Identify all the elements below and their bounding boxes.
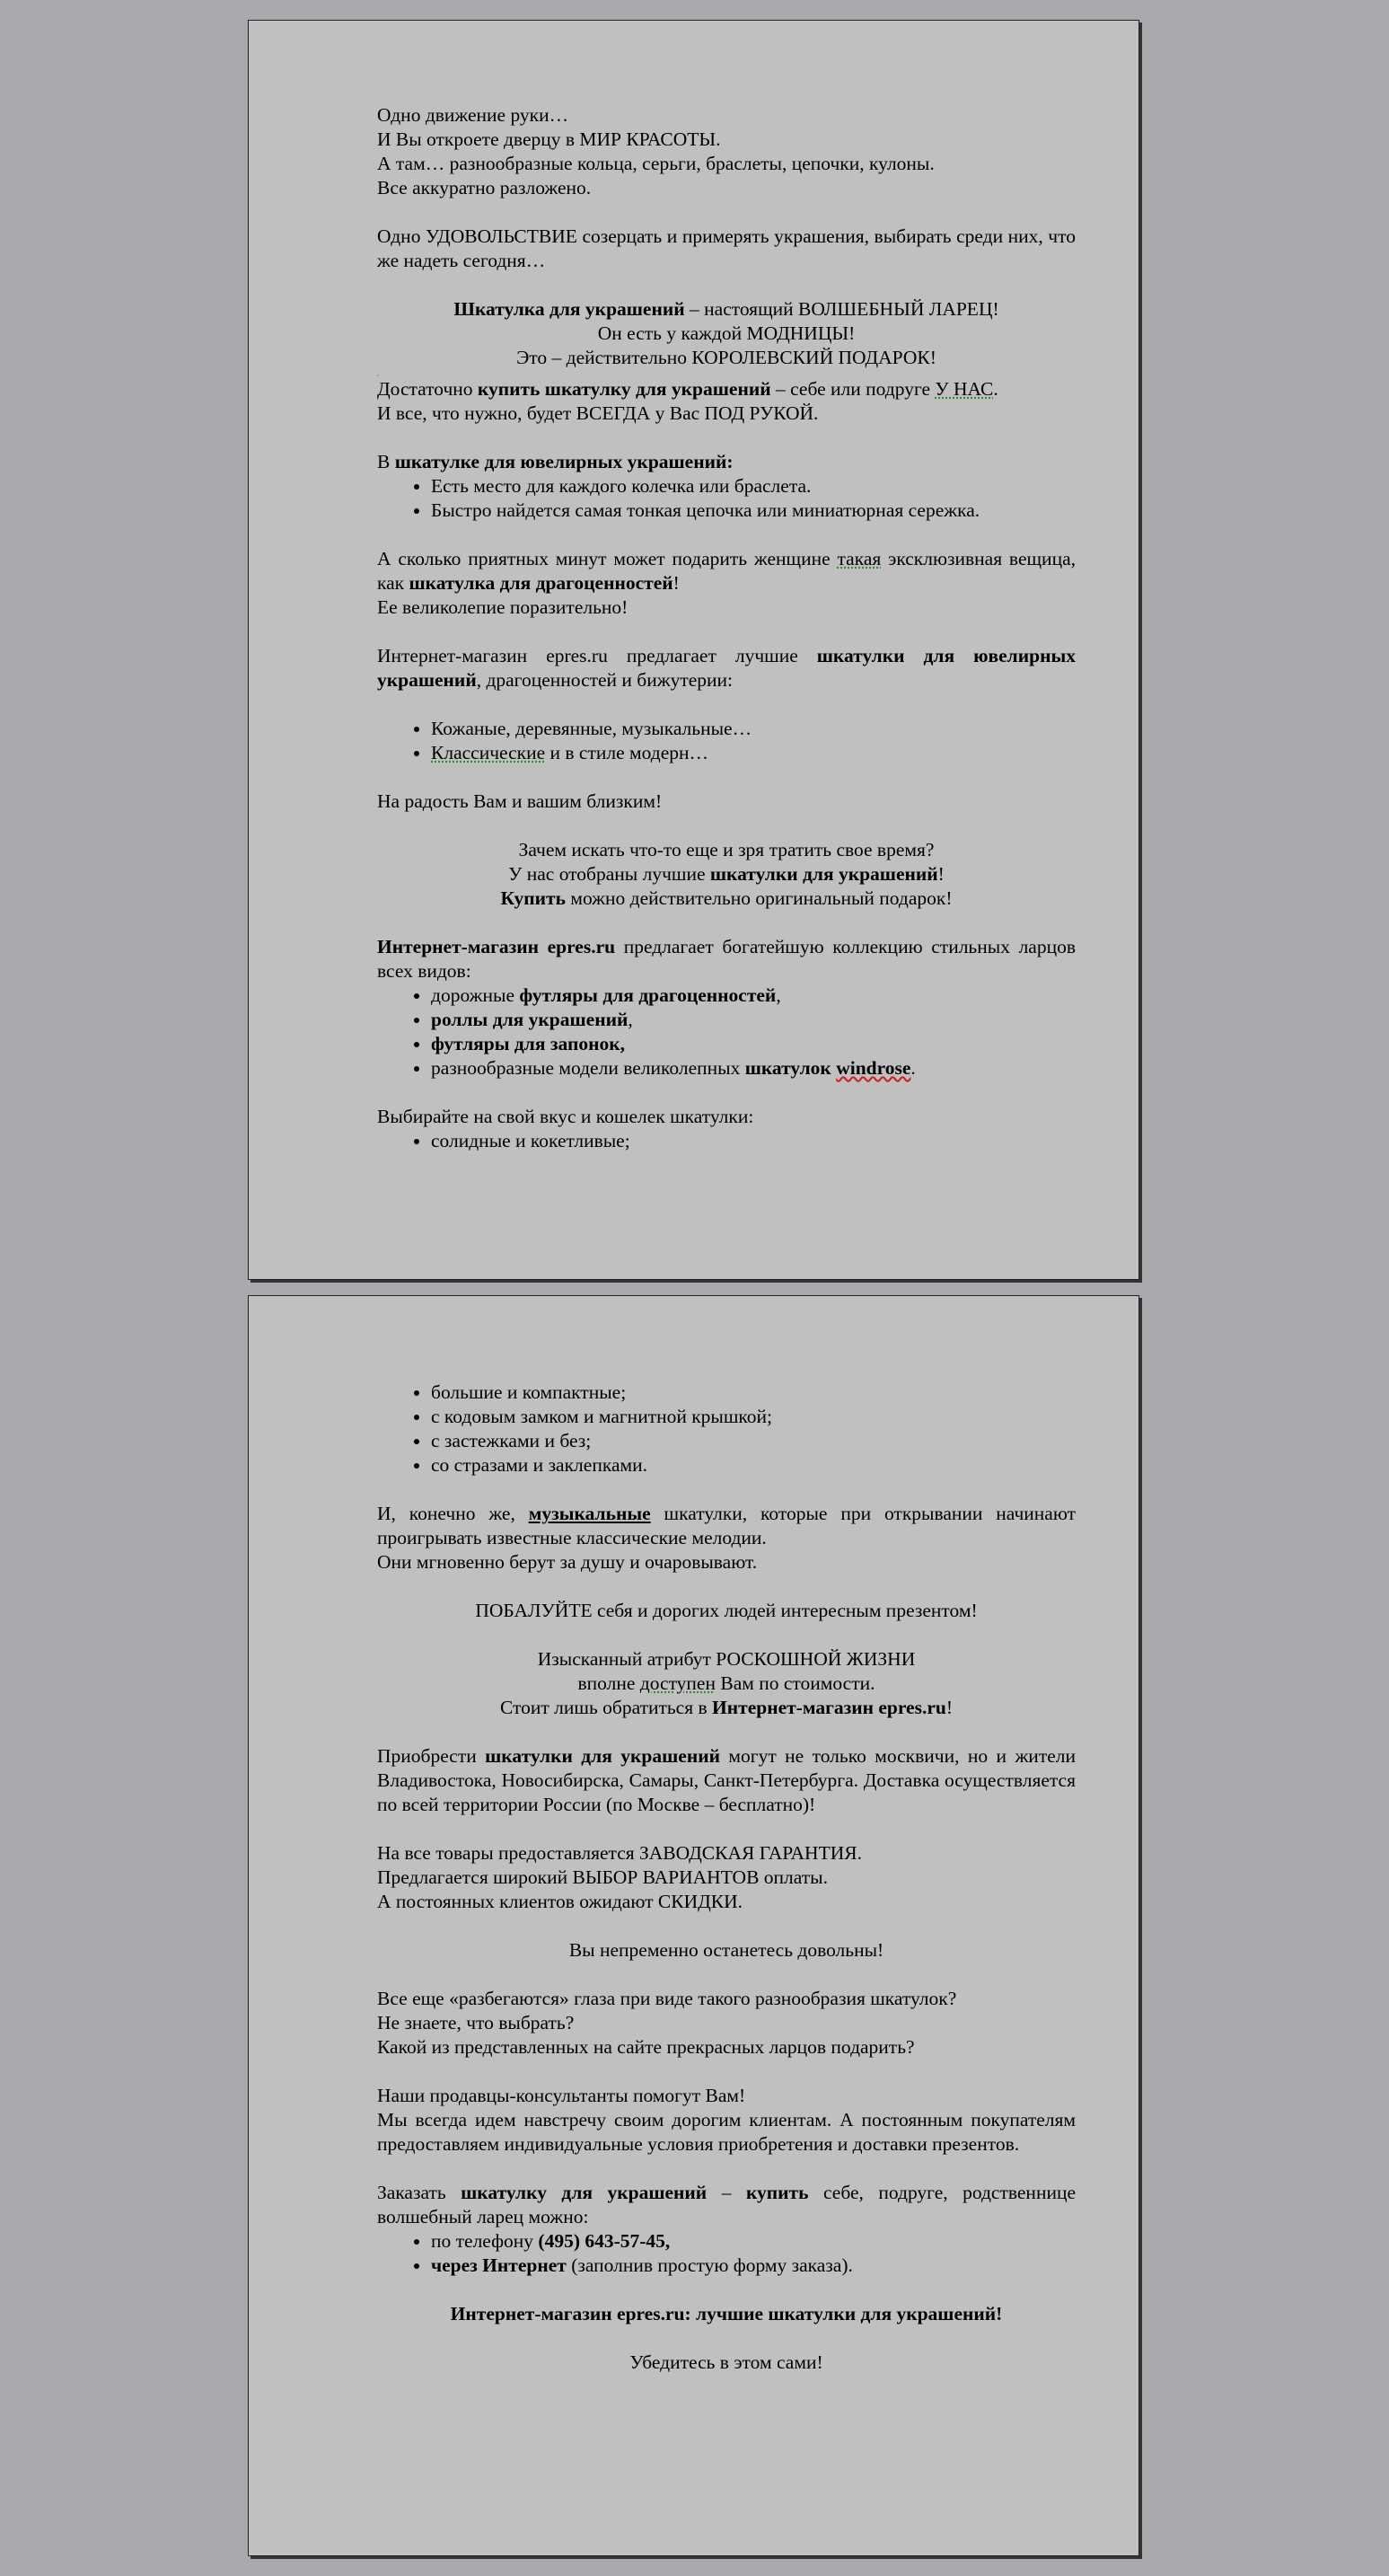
text-span: эксклюзивная вещица, как (377, 548, 1076, 594)
bold-phrase: шкатулка для драгоценностей (409, 572, 673, 594)
bold-phrase: Купить (500, 887, 566, 909)
text-span: себе, подруге, родственнице волшебный ларец можно: (377, 2182, 1077, 2228)
document-page-1 (248, 20, 1139, 1280)
text-span: (заполнив простую форму заказа). (566, 2254, 853, 2276)
buy-line (377, 377, 1076, 401)
text-span: А сколько приятных минут может подарить женщине (377, 548, 838, 569)
final-line: Убедитесь в этом сами! (629, 2351, 823, 2373)
grammar-marked-word: такая (837, 548, 882, 569)
bold-underlined-word: музыкальные (528, 1503, 651, 1524)
list-item: • с кодовым замком и магнитной крышкой; (431, 1405, 1076, 1429)
list-item (431, 2254, 1076, 2278)
text-span: И, конечно же, (377, 1503, 529, 1524)
list-item: • со стразами и заклепками. (431, 1453, 1076, 1478)
intro-line-1: Одно движение руки… (377, 104, 569, 126)
kinds-list (377, 717, 1076, 765)
text-span: по телефону (431, 2230, 539, 2252)
list-item: • большие и компактные; (431, 1381, 1076, 1405)
text-span: можно действительно оригинальный подарок! (565, 887, 953, 909)
list-item: • с застежками и без; (431, 1429, 1076, 1453)
text-span: , (776, 984, 781, 1006)
text-span: шкатулки, которые при открывании начинают проигрывать известные классические мелодии. (377, 1503, 1076, 1548)
music-paragraph (377, 1502, 1076, 1550)
royal-gift-line: Это – действительно КОРОЛЕВСКИЙ ПОДАРОК! (516, 347, 936, 368)
grammar-marked-word: Классические (431, 742, 546, 763)
intro-line-4: Все аккуратно разложено. (377, 177, 592, 198)
bold-phrase: Интернет-магазин epres.ru (377, 936, 616, 957)
text-span: , (628, 1009, 633, 1030)
satisfied-line: Вы непременно останетесь довольны! (568, 1939, 884, 1961)
text-span: , драгоценностей и бижутерии: (476, 669, 734, 691)
bold-phrase: шкатулке для ювелирных украшений: (394, 451, 734, 472)
text-span: . (910, 1057, 916, 1079)
bold-phrase: роллы для украшений (431, 1009, 629, 1030)
text-span: предлагает богатейшую коллекцию стильных ларцов всех видов: (377, 936, 1076, 982)
jewel-box-list (377, 474, 1076, 523)
why-search-line: Зачем искать что-то еще и зря тратить свое время? (518, 839, 935, 860)
text-span: ! (673, 572, 680, 594)
list-item: • солидные и кокетливые; (431, 1129, 1076, 1153)
text-span: ! (945, 1697, 954, 1718)
bold-phrase: шкатулки для ювелирных украшений (377, 645, 1076, 691)
text-span: – (707, 2182, 746, 2203)
guarantee-line: На все товары предоставляется ЗАВОДСКАЯ ГАРАНТИЯ. (377, 1842, 862, 1864)
luxury-line: Изысканный атрибут РОСКОШНОЙ ЖИЗНИ (537, 1648, 916, 1670)
spelling-marked-word: windrose (836, 1057, 911, 1079)
text-span: Приобрести (377, 1745, 486, 1767)
pleasure-paragraph: Одно УДОВОЛЬСТВИЕ созерцать и примерять украшения, выбирать среди них, что же надеть сегодня… (377, 225, 1076, 271)
list-item: • Быстро найдется самая тонкая цепочка или миниатюрная сережка. (431, 498, 1076, 523)
text-span: могут не только москвичи, но и жители Владивостока, Новосибирска, Самары, Санкт-Петербурга. Доставка осуществляется по всей территории России (по Москве – бесплатно)! (377, 1745, 1076, 1815)
grammar-marked-word: У НАС (935, 378, 994, 400)
intro-line-3: А там… разнообразные кольца, серьги, браслеты, цепочки, кулоны. (377, 153, 935, 174)
shop-paragraph (377, 644, 1076, 693)
payment-line: Предлагается широкий ВЫБОР ВАРИАНТОВ оплаты. (377, 1866, 828, 1888)
order-paragraph (377, 2181, 1076, 2229)
joy-line: На радость Вам и вашим близким! (377, 790, 663, 812)
eyes-line-2: Не знаете, что выбрать? (377, 2012, 575, 2033)
sellers-line: Наши продавцы-консультанты помогут Вам! (377, 2085, 746, 2106)
minutes-paragraph (377, 547, 1076, 595)
page-2-text (377, 1381, 1076, 2375)
sellers-paragraph: Мы всегда идем навстречу своим дорогим клиентам. А постоянным покупателям предоставляем индивидуальные условия приобретения и доставки презентов. (377, 2109, 1076, 2155)
buy-gift-line (377, 887, 1076, 911)
text-span: В (377, 451, 395, 472)
splendor-line: Ее великолепие поразительно! (377, 596, 629, 618)
eyes-line-3: Какой из представленных на сайте прекрасных ларцов подарить? (377, 2036, 915, 2058)
bold-phrase: футляры для запонок, (431, 1033, 626, 1054)
at-hand-line: И все, что нужно, будет ВСЕГДА у Вас ПОД РУКОЙ. (377, 402, 819, 424)
text-span: Стоит лишь обратиться в (499, 1697, 713, 1718)
list-item: • Есть место для каждого колечка или браслета. (431, 474, 1076, 498)
list-item (431, 1056, 1076, 1081)
text-span: У нас отобраны лучшие (508, 863, 710, 885)
page-1-text (377, 103, 1076, 1153)
text-span: – себе или подруге (770, 378, 936, 400)
list-item: • Кожаные, деревянные, музыкальные… (431, 717, 1076, 741)
order-list (377, 2229, 1076, 2278)
text-span: Достаточно (377, 378, 478, 400)
list-item (431, 984, 1076, 1008)
eyes-line-1: Все еще «разбегаются» глаза при виде такого разнообразия шкатулок? (377, 1988, 957, 2009)
magic-box-line (377, 297, 1076, 322)
slogan-line (377, 2302, 1076, 2326)
best-boxes-line (377, 862, 1076, 887)
text-span: и в стиле модерн… (545, 742, 708, 763)
collection-paragraph (377, 935, 1076, 984)
fashionista-line: Он есть у каждой МОДНИЦЫ! (597, 322, 856, 344)
collection-list (377, 984, 1076, 1081)
choose-line: Выбирайте на свой вкус и кошелек шкатулки: (377, 1106, 754, 1127)
delivery-paragraph (377, 1744, 1076, 1817)
list-item (431, 2229, 1076, 2254)
bold-phrase: Интернет-магазин epres.ru: лучшие шкатулки для украшений! (450, 2303, 1003, 2325)
bold-phrase: футляры для драгоценностей (519, 984, 777, 1006)
bold-phrase: Интернет-магазин epres.ru (712, 1697, 946, 1718)
choose-list-continued (377, 1381, 1076, 1478)
grammar-marked-word: доступен (639, 1672, 716, 1694)
list-item (431, 741, 1076, 765)
bold-phrase: шкатулки для украшений (709, 863, 938, 885)
text-span: разнообразные модели великолепных (431, 1057, 745, 1079)
charm-line: Они мгновенно берут за душу и очаровывают. (377, 1551, 758, 1573)
text-span: Интернет-магазин epres.ru предлагает лучшие (377, 645, 817, 666)
phone-number: (495) 643-57-45, (538, 2230, 671, 2252)
intro-line-2: И Вы откроете дверцу в МИР КРАСОТЫ. (377, 128, 721, 150)
bold-phrase: Шкатулка для украшений (453, 298, 685, 320)
text-span: Заказать (377, 2182, 462, 2203)
text-span: дорожные (431, 984, 520, 1006)
contact-shop-line (377, 1696, 1076, 1720)
document-page-2 (248, 1295, 1139, 2556)
list-item (431, 1032, 1076, 1056)
text-span: – настоящий ВОЛШЕБНЫЙ ЛАРЕЦ! (684, 298, 999, 320)
discount-line: А постоянных клиентов ожидают СКИДКИ. (377, 1891, 743, 1912)
text-span: . (993, 378, 998, 400)
affordable-line (377, 1672, 1076, 1696)
choose-list (377, 1129, 1076, 1153)
bold-phrase: шкатулку для украшений (461, 2182, 708, 2203)
text-span: вполне (577, 1672, 640, 1694)
text-span: Вам по стоимости. (715, 1672, 875, 1694)
bold-phrase: через Интернет (431, 2254, 567, 2276)
jewel-box-heading (377, 450, 1076, 474)
bold-phrase: купить шкатулку для украшений (477, 378, 771, 400)
bold-phrase: купить (745, 2182, 809, 2203)
text-span: ! (937, 863, 945, 885)
treat-line: ПОБАЛУЙТЕ себя и дорогих людей интересным презентом! (475, 1600, 978, 1621)
bold-phrase: шкатулки для украшений (485, 1745, 720, 1767)
list-item (431, 1008, 1076, 1032)
bold-phrase: шкатулок (744, 1057, 837, 1079)
paragraph-mark: , (377, 369, 379, 377)
